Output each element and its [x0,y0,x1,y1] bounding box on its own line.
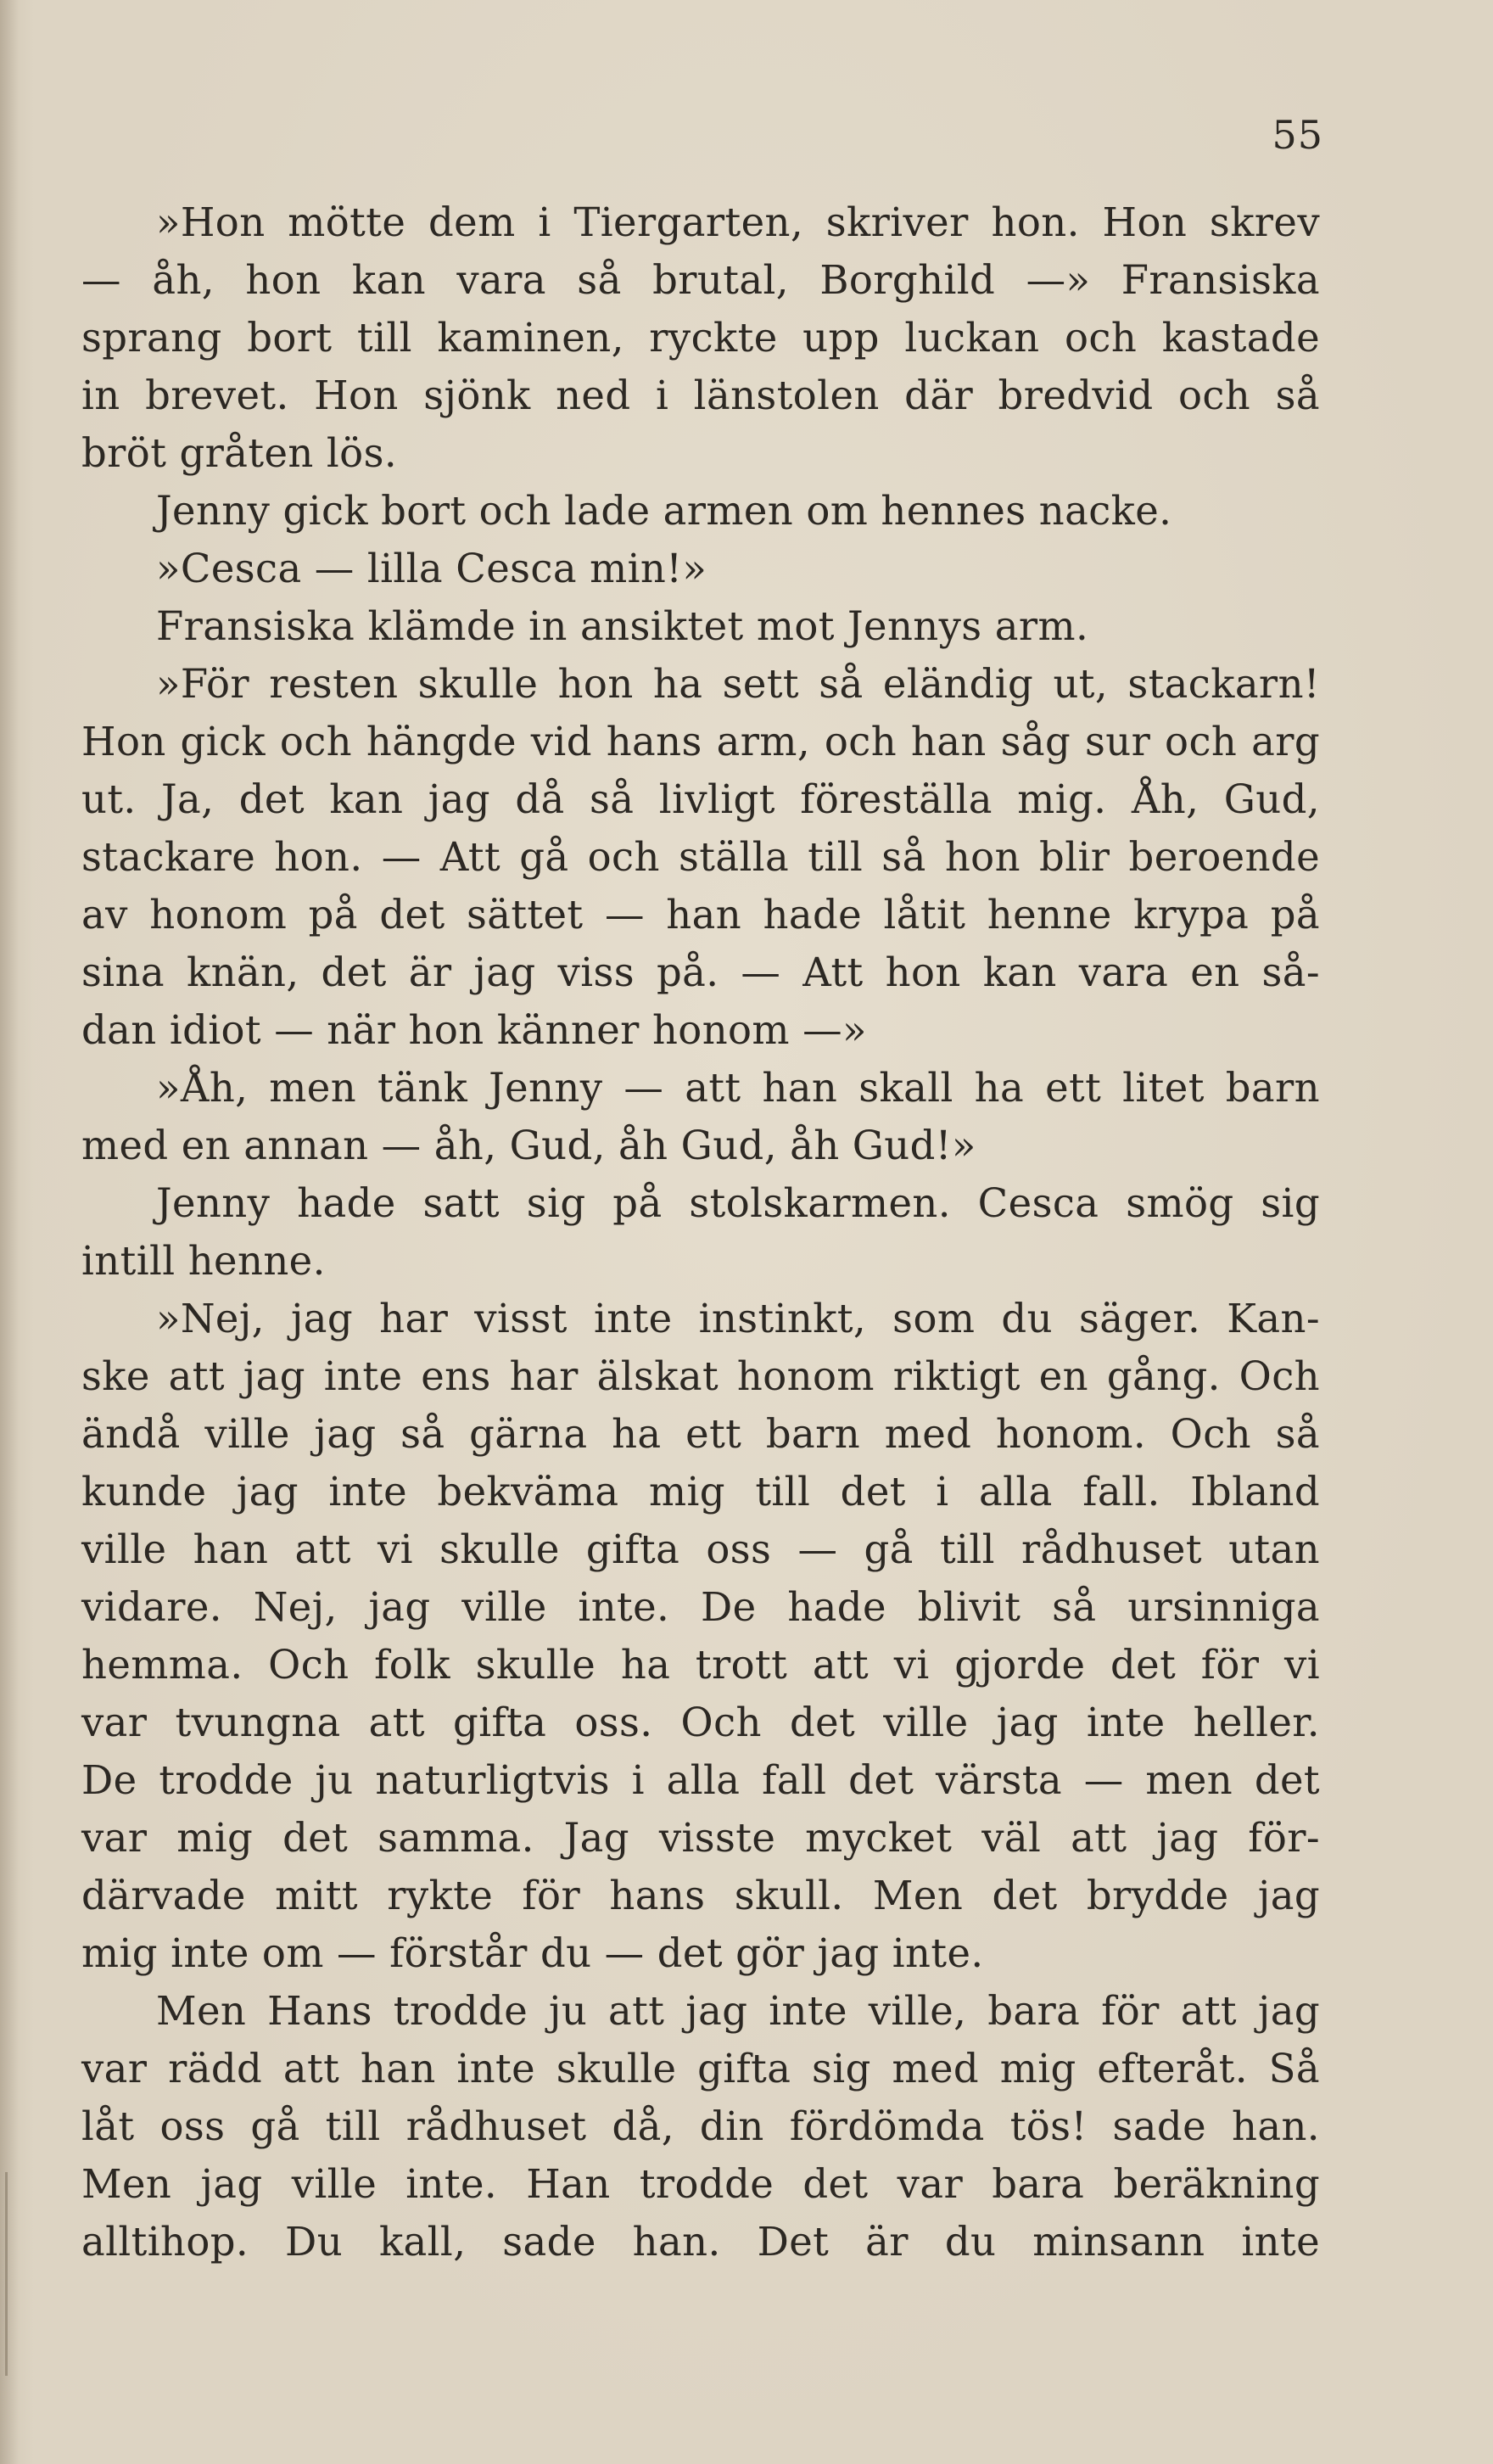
text-line: Men jag ville inte. Han trodde det var bara beräkning [81,2161,1320,2207]
text-line: ändå ville jag så gärna ha ett barn med honom. Och så [81,1411,1320,1457]
text-line: med en annan — åh, Gud, åh Gud, åh Gud!» [81,1123,976,1168]
text-line: var tvungna att gifta oss. Och det ville jag inte heller. [81,1700,1320,1745]
text-line: var mig det samma. Jag visste mycket väl att jag för- [81,1815,1320,1861]
text-line: De trodde ju naturligtvis i alla fall det värsta — men det [81,1757,1320,1803]
text-line: därvade mitt rykte för hans skull. Men det brydde jag [81,1873,1320,1918]
text-line: Fransiska klämde in ansiktet mot Jennys arm. [156,603,1089,649]
text-line: ske att jag inte ens har älskat honom riktigt en gång. Och [81,1353,1320,1399]
text-line: ut. Ja, det kan jag då så livligt föreställa mig. Åh, Gud, [81,776,1320,822]
text-line: stackare hon. — Att gå och ställa till så hon blir beroende [81,834,1320,880]
text-line: alltihop. Du kall, sade han. Det är du minsann inte [81,2219,1320,2265]
page-number: 55 [1272,112,1323,158]
text-line: »Åh, men tänk Jenny — att han skall ha ett litet barn [156,1065,1320,1111]
text-line: »Nej, jag har visst inte instinkt, som du säger. Kan- [156,1296,1320,1341]
page-edge-mark [5,2172,8,2376]
text-line: kunde jag inte bekväma mig till det i alla fall. Ibland [81,1469,1320,1515]
text-line: vidare. Nej, jag ville inte. De hade blivit så ursinniga [81,1584,1320,1630]
text-line: Hon gick och hängde vid hans arm, och han såg sur och arg [81,719,1320,764]
text-line: Jenny gick bort och lade armen om hennes nacke. [156,488,1172,534]
text-line: sprang bort till kaminen, ryckte upp luckan och kastade [81,315,1320,361]
text-line: intill henne. [81,1238,326,1284]
text-line: »För resten skulle hon ha sett så eländig ut, stackarn! [156,661,1320,707]
text-line: mig inte om — förstår du — det gör jag inte. [81,1930,984,1976]
text-line: ville han att vi skulle gifta oss — gå till rådhuset utan [81,1526,1320,1572]
page-edge-shadow [0,0,19,2464]
text-line: av honom på det sättet — han hade låtit henne krypa på [81,892,1320,938]
text-line: hemma. Och folk skulle ha trott att vi gjorde det för vi [81,1642,1320,1688]
text-line: Men Hans trodde ju att jag inte ville, bara för att jag [156,1988,1320,2034]
text-line: bröt gråten lös. [81,430,398,476]
text-line: låt oss gå till rådhuset då, din fördömda tös! sade han. [81,2103,1320,2149]
text-line: »Hon mötte dem i Tiergarten, skriver hon. Hon skrev [156,199,1320,245]
text-line: Jenny hade satt sig på stolskarmen. Cesca smög sig [156,1180,1320,1226]
text-line: dan idiot — när hon känner honom —» [81,1007,867,1053]
text-line: »Cesca — lilla Cesca min!» [156,546,707,591]
text-line: var rädd att han inte skulle gifta sig med mig efteråt. Så [81,2046,1320,2092]
text-line: — åh, hon kan vara så brutal, Borghild —» Fransiska [81,257,1320,303]
text-line: in brevet. Hon sjönk ned i länstolen där bredvid och så [81,372,1320,418]
text-line: sina knän, det är jag viss på. — Att hon kan vara en så- [81,949,1320,995]
